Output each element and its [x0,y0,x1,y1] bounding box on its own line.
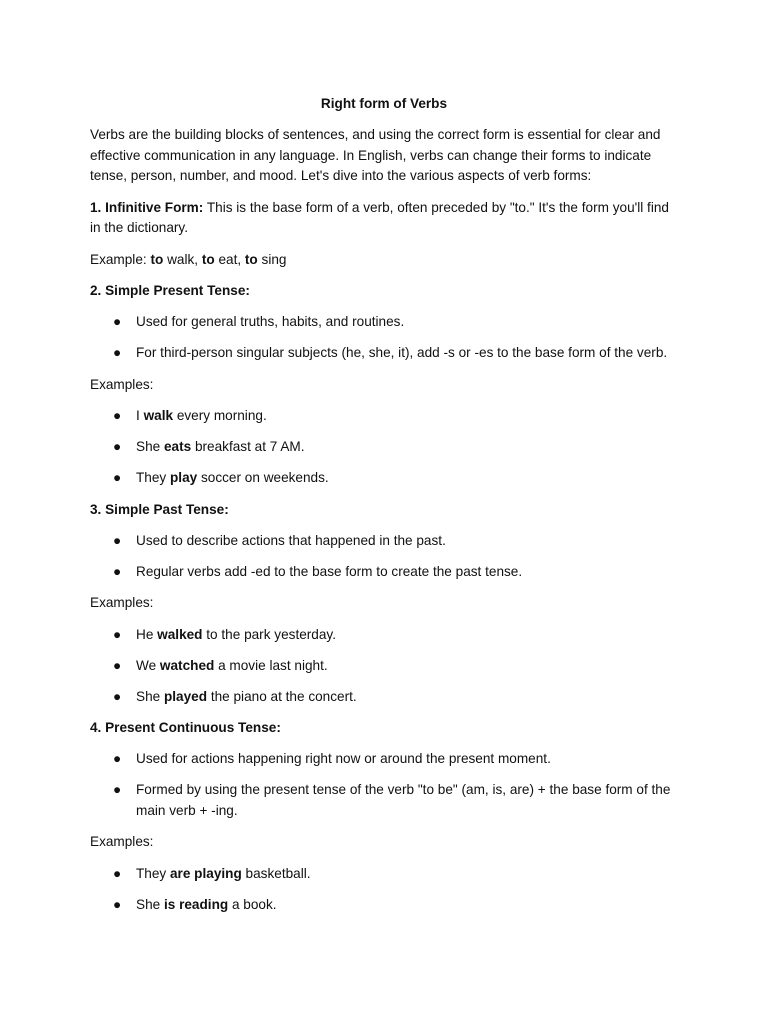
list-item: ● She is reading a book. [90,895,678,916]
list-item: ● She played the piano at the concert. [90,687,678,708]
section-4-rules [90,749,678,821]
list-item: ● We watched a movie last night. [90,656,678,677]
bullet-icon: ● [113,314,122,329]
bullet-icon: ● [113,782,122,797]
section-4-examples-label: Examples: [90,834,154,849]
page-title: Right form of Verbs [320,96,448,111]
section-4-examples [90,864,678,916]
bullet-icon: ● [113,345,122,360]
section-3-rules [90,531,678,583]
rule-text: Used for actions happening right now or around the present moment. [136,751,551,766]
rule-text: Used for general truths, habits, and routines. [136,314,405,329]
example-word: sing [257,251,287,267]
bullet-icon: ● [113,408,122,423]
list-item: ● He walked to the park yesterday. [90,625,678,646]
section-1-text: This is the base form of a verb, often preceded by "to." It's the form you'll find in the dictionary. [90,199,669,235]
bullet-icon: ● [113,896,122,912]
list-item: ● They play soccer on weekends. [90,468,678,489]
rule-text: Regular verbs add -ed to the base form to create the past tense. [136,563,523,579]
list-item [90,343,678,364]
section-1-paragraph [90,198,678,239]
section-4-heading: 4. Present Continuous Tense: [90,720,281,735]
bullet-icon: ● [113,751,122,766]
list-item: ● She eats breakfast at 7 AM. [90,437,678,458]
verb-bold: walked [157,626,203,642]
example-word: walk, [163,251,202,267]
to-word: to [201,251,215,267]
bullet-icon: ● [113,439,122,454]
list-item [90,749,678,770]
bullet-icon: ● [113,532,122,548]
list-item [90,312,678,333]
rule-text: For third-person singular subjects (he, she, it), add -s or -es to the base form of the verb. [136,345,668,360]
bullet-icon: ● [113,657,122,673]
section-1-example [90,250,678,271]
to-word: to [150,251,164,267]
verb-bold: watched [159,657,215,673]
bullet-icon: ● [113,470,122,485]
list-item [90,562,678,583]
section-2-examples-label: Examples: [90,376,154,392]
verb-bold: played [163,688,208,704]
verb-bold: are playing [170,865,242,881]
verb-bold: play [170,470,198,485]
verb-bold: walk [143,408,174,423]
list-item: ● They are playing basketball. [90,864,678,885]
list-item [90,780,678,821]
section-2-heading: 2. Simple Present Tense: [90,283,250,298]
bullet-icon: ● [113,688,122,704]
verb-bold: eats [163,439,192,454]
bullet-icon: ● [113,563,122,579]
section-3-examples [90,625,678,708]
section-3-heading: 3. Simple Past Tense: [90,501,229,517]
list-item [90,531,678,552]
rule-text: Formed by using the present tense of the verb "to be" (am, is, are) + the base form of the main verb + -ing. [136,782,671,818]
section-1-heading: 1. Infinitive Form: [90,199,204,215]
to-word: to [244,251,258,267]
example-label: Example: [90,251,151,267]
section-3-examples-label: Examples: [90,595,154,610]
section-2-rules [90,312,678,364]
verb-bold: is reading [163,896,229,912]
intro-paragraph: Verbs are the building blocks of sentences, and using the correct form is essential for clear and effective communication in any language. In English, verbs can change their forms to indicate tense, person, number, and mood. Let's dive into the various aspects of verb forms: [90,127,661,183]
example-word: eat, [214,251,245,267]
bullet-icon: ● [113,865,122,881]
list-item: ● I walk every morning. [90,406,678,427]
rule-text: Used to describe actions that happened in the past. [136,532,446,548]
bullet-icon: ● [113,626,122,642]
section-2-examples [90,406,678,489]
